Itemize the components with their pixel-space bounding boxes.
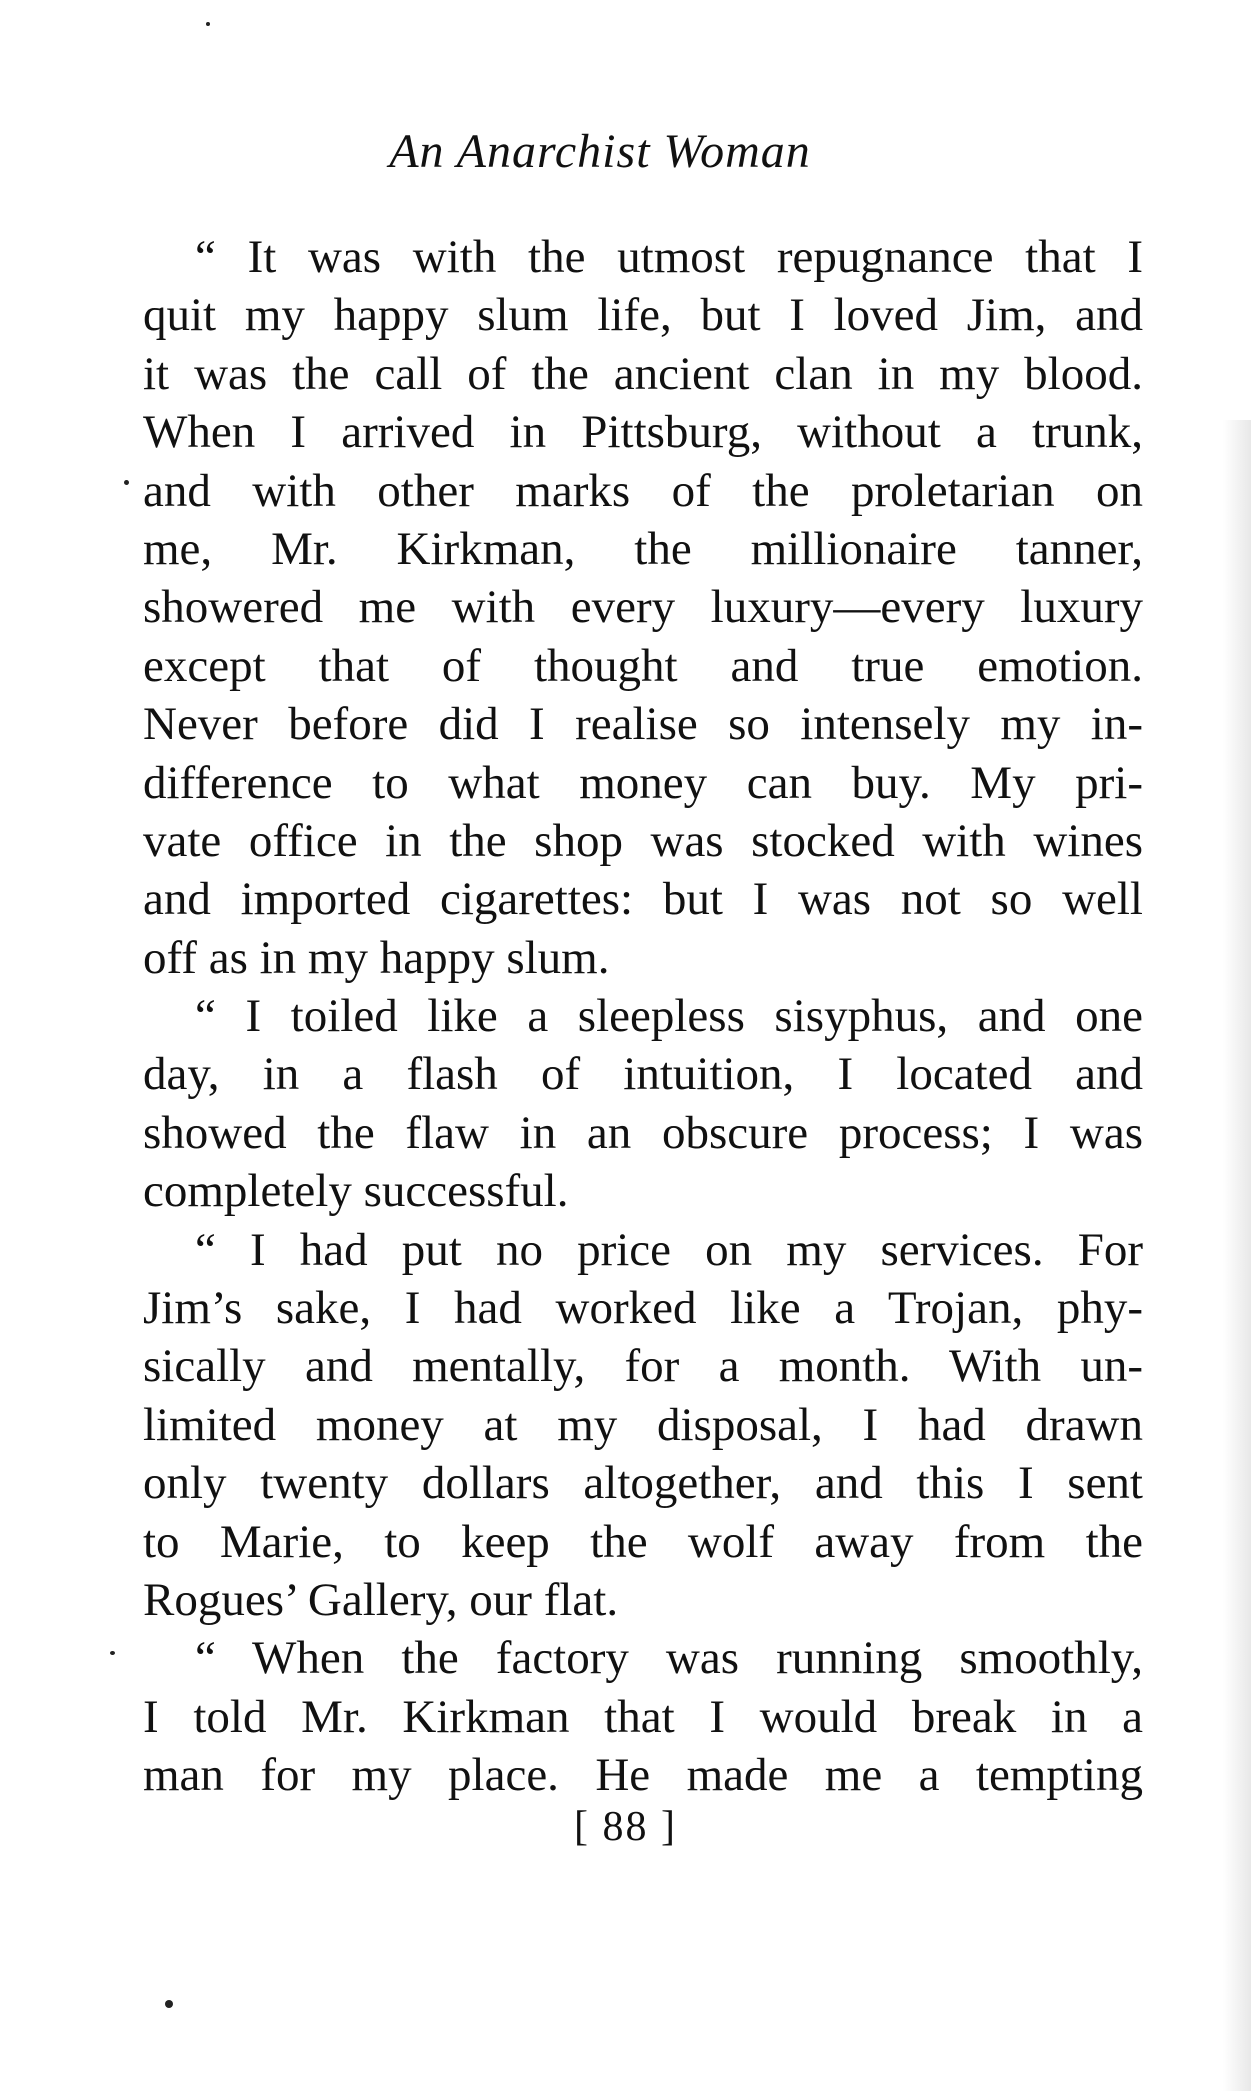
text-line: day, in a flash of intuition, I located and <box>143 1048 1143 1101</box>
text-line: sically and mentally, for a month. With un- <box>143 1340 1143 1393</box>
text-line: to Marie, to keep the wolf away from the <box>143 1515 1143 1568</box>
text-line: I told Mr. Kirkman that I would break in a <box>143 1690 1143 1743</box>
text-line: off as in my happy slum. <box>143 931 610 984</box>
text-line: and imported cigarettes: but I was not so well <box>143 873 1143 926</box>
text-line: it was the call of the ancient clan in my blood. <box>143 347 1143 400</box>
text-line: man for my place. He made me a tempting <box>143 1749 1143 1802</box>
text-line: “ I toiled like a sleepless sisyphus, and one <box>195 990 1143 1043</box>
text-line: except that of thought and true emotion. <box>143 639 1143 692</box>
print-speck <box>206 22 210 26</box>
text-line: and with other marks of the proletarian on <box>143 464 1143 517</box>
text-line: Never before did I realise so intensely my in- <box>143 698 1143 751</box>
body-text <box>143 228 1143 1805</box>
text-line: “ It was with the utmost repugnance that I <box>195 231 1143 283</box>
page-number: [ 88 ] <box>574 1804 677 1850</box>
text-line: limited money at my disposal, I had drawn <box>143 1398 1143 1451</box>
page-edge-shadow <box>1223 420 1251 2091</box>
text-line: vate office in the shop was stocked with wines <box>143 814 1143 867</box>
text-line: “ I had put no price on my services. For <box>195 1223 1143 1276</box>
text-line: Rogues’ Gallery, our flat. <box>143 1573 619 1626</box>
print-speck <box>165 2000 173 2008</box>
text-line: “ When the factory was running smoothly, <box>195 1632 1143 1685</box>
text-line: difference to what money can buy. My pri- <box>143 756 1143 809</box>
text-line: When I arrived in Pittsburg, without a trunk, <box>143 406 1143 459</box>
text-line: completely successful. <box>143 1165 569 1218</box>
text-line: showed the flaw in an obscure process; I was <box>143 1106 1143 1159</box>
text-line: only twenty dollars altogether, and this I sent <box>143 1457 1143 1510</box>
print-speck <box>124 480 129 485</box>
text-line: showered me with every luxury—every luxury <box>143 581 1143 634</box>
text-line: Jim’s sake, I had worked like a Trojan, phy- <box>143 1282 1143 1335</box>
print-speck <box>110 1651 115 1655</box>
text-line: quit my happy slum life, but I loved Jim, and <box>143 289 1143 342</box>
running-head: An Anarchist Woman <box>389 125 811 178</box>
text-line: me, Mr. Kirkman, the millionaire tanner, <box>143 522 1143 575</box>
